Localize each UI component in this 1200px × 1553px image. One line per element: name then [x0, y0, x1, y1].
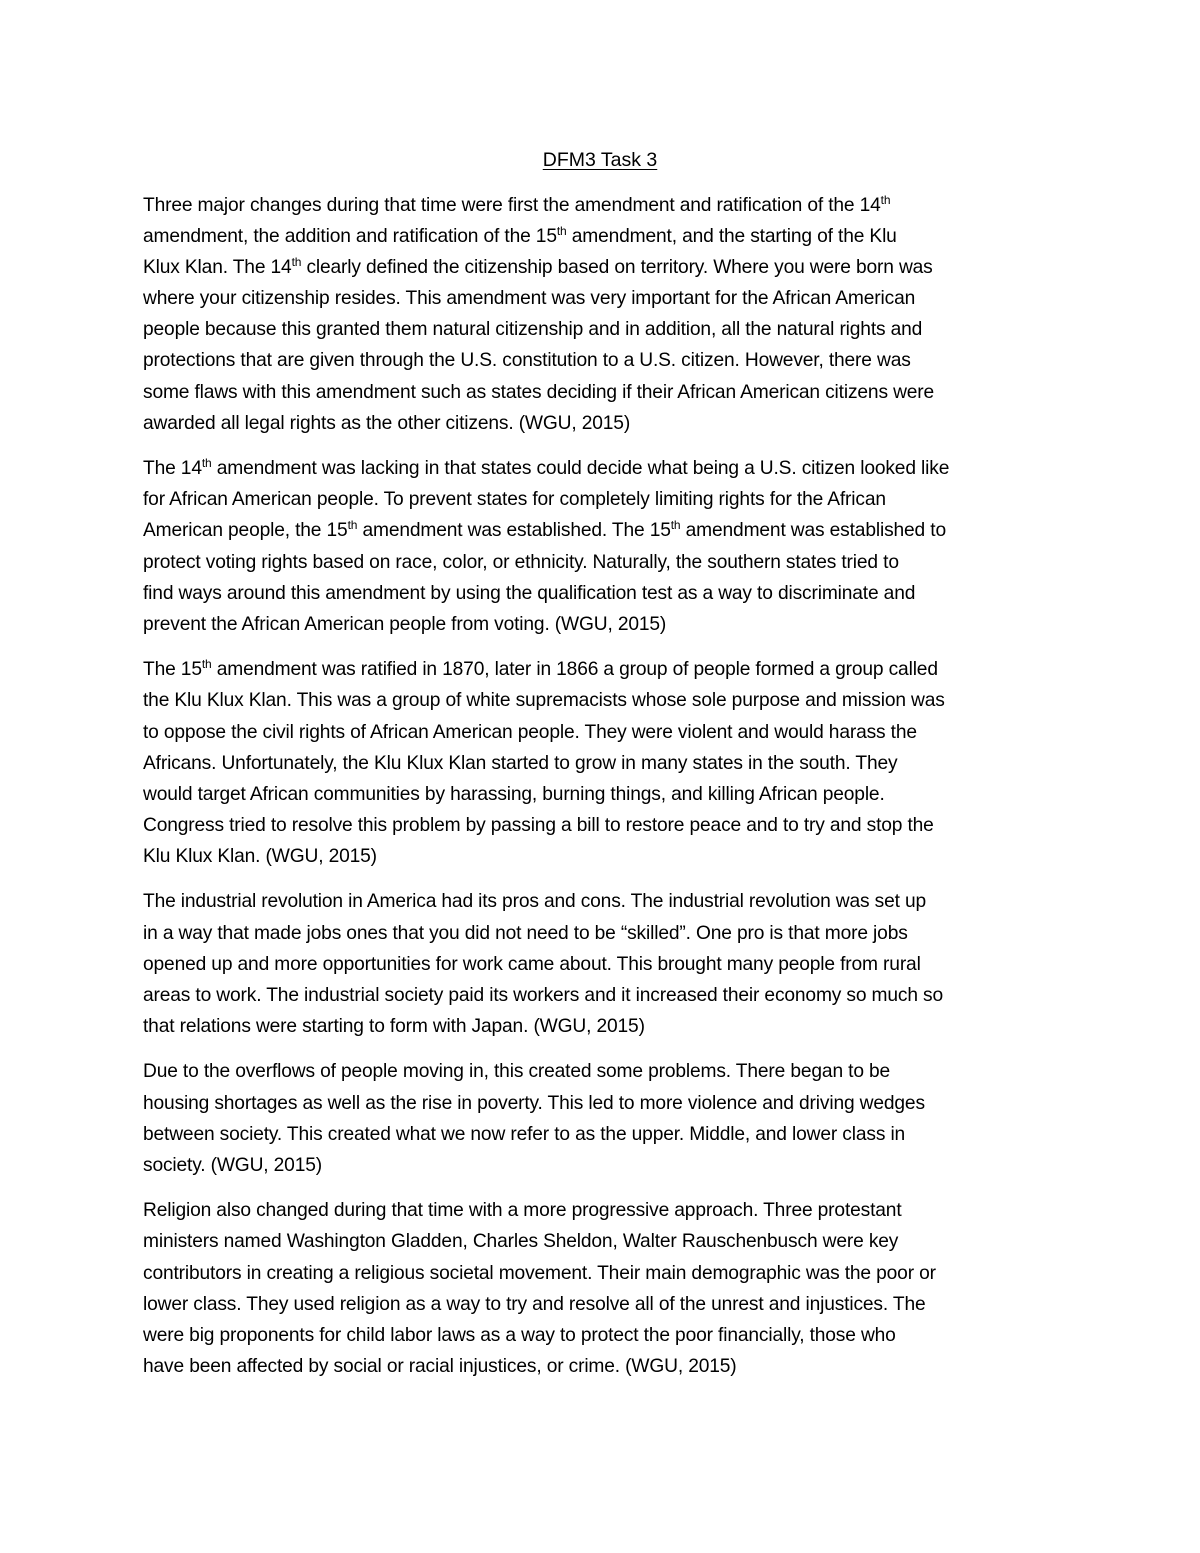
text-line	[143, 886, 1078, 917]
text-line	[143, 748, 1078, 779]
text-run: that relations were starting to form with Japan. (WGU, 2015)	[143, 1015, 645, 1037]
text-run: find ways around this amendment by using the qualification test as a way to discriminate and	[143, 582, 916, 604]
text-line	[143, 1226, 1078, 1257]
text-run: society. (WGU, 2015)	[143, 1154, 322, 1176]
text-line	[143, 515, 1078, 546]
text-run: housing shortages as well as the rise in poverty. This led to more violence and driving wedges	[143, 1092, 925, 1114]
superscript: th	[347, 518, 358, 533]
text-run: lower class. They used religion as a way to try and resolve all of the unrest and injustices. The	[143, 1293, 926, 1315]
text-line	[143, 252, 1078, 283]
text-line	[143, 408, 1078, 439]
paragraph	[143, 453, 1078, 640]
superscript: th	[670, 518, 681, 533]
text-line	[143, 1195, 1078, 1226]
text-run: opened up and more opportunities for work came about. This brought many people from rural	[143, 953, 921, 975]
text-line	[143, 453, 1078, 484]
text-line	[143, 609, 1078, 640]
text-line	[143, 1011, 1078, 1042]
text-line	[143, 1289, 1078, 1320]
text-run: Three major changes during that time were first the amendment and ratification of the 14	[143, 195, 881, 216]
text-run: amendment was established to	[680, 520, 946, 542]
text-run: The 14	[143, 458, 202, 480]
text-line	[143, 1119, 1078, 1150]
text-run: to oppose the civil rights of African American people. They were violent and would harass the	[143, 721, 917, 743]
text-run: awarded all legal rights as the other citizens. (WGU, 2015)	[143, 412, 631, 434]
paragraph	[143, 1195, 1078, 1382]
superscript: th	[880, 193, 891, 207]
text-run: some flaws with this amendment such as states deciding if their African American citizens were	[143, 381, 935, 403]
text-run: Africans. Unfortunately, the Klu Klux Klan started to grow in many states in the south. They	[143, 752, 898, 774]
paragraph	[143, 886, 1078, 1041]
text-line	[143, 283, 1078, 314]
text-run: have been affected by social or racial injustices, or crime. (WGU, 2015)	[143, 1355, 737, 1377]
text-line	[143, 1088, 1078, 1119]
text-line	[143, 1258, 1078, 1289]
superscript: th	[291, 255, 302, 270]
text-line	[143, 1056, 1078, 1087]
text-line	[143, 810, 1078, 841]
paragraph	[143, 190, 1078, 439]
text-line	[143, 980, 1078, 1011]
document-body	[143, 190, 1078, 1396]
paragraph	[143, 654, 1078, 872]
text-run: people because this granted them natural citizenship and in addition, all the natural rights and	[143, 319, 923, 341]
superscript: th	[556, 224, 567, 239]
text-line	[143, 547, 1078, 578]
text-line	[143, 221, 1078, 252]
text-line	[143, 779, 1078, 810]
text-run: amendment was lacking in that states could decide what being a U.S. citizen looked like	[211, 458, 950, 480]
text-line	[143, 654, 1078, 685]
text-run: amendment was established. The 15	[357, 520, 671, 542]
text-line	[143, 377, 1078, 408]
text-run: amendment, the addition and ratification of the 15	[143, 226, 557, 248]
text-line	[143, 484, 1078, 515]
text-run: areas to work. The industrial society paid its workers and it increased their economy so much so	[143, 984, 944, 1006]
text-line	[143, 918, 1078, 949]
text-run: where your citizenship resides. This amendment was very important for the African American	[143, 288, 916, 310]
superscript: th	[201, 657, 212, 672]
text-run: Religion also changed during that time with a more progressive approach. Three protestant	[143, 1200, 902, 1222]
text-run: amendment was ratified in 1870, later in 1866 a group of people formed a group called	[211, 659, 938, 681]
text-line	[143, 1351, 1078, 1382]
text-run: prevent the African American people from voting. (WGU, 2015)	[143, 613, 667, 635]
text-line	[143, 190, 1078, 221]
text-line	[143, 1320, 1078, 1351]
text-line	[143, 1150, 1078, 1181]
text-run: between society. This created what we now refer to as the upper. Middle, and lower class in	[143, 1123, 906, 1145]
superscript: th	[201, 456, 212, 471]
text-run: amendment, and the starting of the Klu	[566, 226, 897, 248]
text-line	[143, 578, 1078, 609]
text-run: were big proponents for child labor laws as a way to protect the poor financially, those who	[143, 1324, 896, 1346]
text-line	[143, 949, 1078, 980]
text-run: American people, the 15	[143, 520, 348, 542]
text-run: would target African communities by harassing, burning things, and killing African people.	[143, 783, 885, 805]
text-run: protect voting rights based on race, color, or ethnicity. Naturally, the southern states tried to	[143, 551, 899, 573]
text-line	[143, 841, 1078, 872]
text-line	[143, 685, 1078, 716]
text-run: Klux Klan. The 14	[143, 257, 292, 279]
text-run: Klu Klux Klan. (WGU, 2015)	[143, 845, 377, 867]
text-run: the Klu Klux Klan. This was a group of white supremacists whose sole purpose and mission was	[143, 690, 945, 712]
text-run: in a way that made jobs ones that you did not need to be “skilled”. One pro is that more jobs	[143, 922, 908, 944]
text-line	[143, 345, 1078, 376]
text-run: for African American people. To prevent states for completely limiting rights for the African	[143, 489, 886, 511]
text-run: ministers named Washington Gladden, Charles Sheldon, Walter Rauschenbusch were key	[143, 1231, 899, 1253]
text-run: contributors in creating a religious societal movement. Their main demographic was the poor or	[143, 1262, 936, 1284]
text-run: The industrial revolution in America had its pros and cons. The industrial revolution was set up	[143, 891, 927, 913]
text-run: Congress tried to resolve this problem by passing a bill to restore peace and to try and stop the	[143, 814, 934, 836]
text-run: The 15	[143, 659, 202, 681]
text-run: protections that are given through the U.S. constitution to a U.S. citizen. However, there was	[143, 350, 911, 372]
paragraph	[143, 1056, 1078, 1180]
text-line	[143, 314, 1078, 345]
document-title: DFM3 Task 3	[542, 149, 658, 171]
text-run: clearly defined the citizenship based on territory. Where you were born was	[301, 257, 933, 279]
text-run: Due to the overflows of people moving in, this created some problems. There began to be	[143, 1061, 891, 1083]
text-line	[143, 717, 1078, 748]
